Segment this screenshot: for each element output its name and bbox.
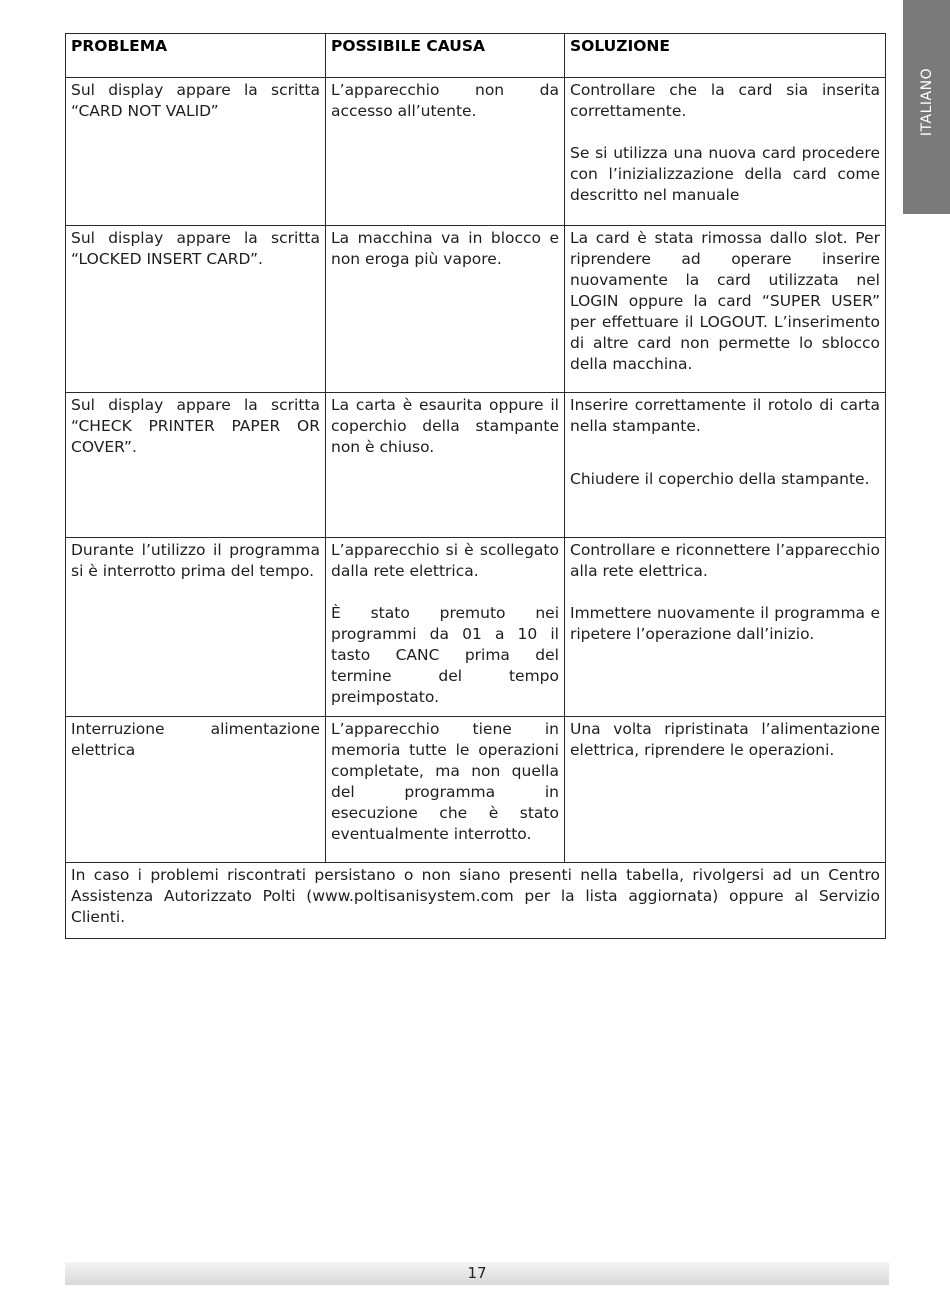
solution-cell (565, 393, 886, 538)
page-number: 17 (467, 1264, 487, 1282)
table-row (66, 226, 886, 393)
solution-cell (565, 226, 886, 393)
problem-cell: Durante l’utilizzo il programma si è interrotto prima del tempo. (66, 538, 326, 717)
problem-cell: Sul display appare la scritta “CHECK PRINTER PAPER OR COVER”. (66, 393, 326, 538)
table-row (66, 393, 886, 538)
header-solution: SOLUZIONE (565, 34, 886, 78)
cause-text: La macchina va in blocco e non eroga più vapore. (331, 229, 559, 268)
cause-cell (326, 226, 565, 393)
header-problem: PROBLEMA (66, 34, 326, 78)
header-cause: POSSIBILE CAUSA (326, 34, 565, 78)
solution-text: Controllare che la card sia inserita correttamente. (570, 81, 880, 120)
solution-text: Inserire correttamente il rotolo di carta nella stampante. (570, 396, 880, 435)
language-tab-label: ITALIANO (918, 67, 935, 137)
footer-note: In caso i problemi riscontrati persistano o non siano presenti nella tabella, rivolgersi ad un Centro Assistenza Autorizzato Polti (www.poltisanisystem.com per la lista aggiornata) oppure al Servizio Clienti. (66, 863, 886, 939)
table-header-row (66, 34, 886, 78)
problem-cell: Sul display appare la scritta “CARD NOT VALID” (66, 78, 326, 226)
solution-text: Immettere nuovamente il programma e ripetere l’operazione dall’inizio. (570, 604, 880, 643)
troubleshooting-table (65, 33, 886, 939)
problem-cell: Interruzione alimentazione elettrica (66, 717, 326, 863)
table-row (66, 717, 886, 863)
table-footer-row (66, 863, 886, 939)
table-row (66, 538, 886, 717)
solution-text: Una volta ripristinata l’alimentazione elettrica, riprendere le operazioni. (570, 720, 880, 759)
cause-text: L’apparecchio tiene in memoria tutte le operazioni completate, ma non quella del programma in esecuzione che è stato eventualmente interrotto. (331, 720, 559, 843)
cause-cell (326, 393, 565, 538)
solution-cell (565, 538, 886, 717)
language-tab (903, 0, 950, 214)
solution-cell (565, 78, 886, 226)
cause-text: L’apparecchio si è scollegato dalla rete elettrica. (331, 541, 559, 580)
solution-text: Chiudere il coperchio della stampante. (570, 470, 870, 488)
cause-cell (326, 717, 565, 863)
solution-text: Controllare e riconnettere l’apparecchio alla rete elettrica. (570, 541, 880, 580)
problem-cell: Sul display appare la scritta “LOCKED INSERT CARD”. (66, 226, 326, 393)
cause-cell (326, 78, 565, 226)
solution-text: La card è stata rimossa dallo slot. Per riprendere ad operare inserire nuovamente la card utilizzata nel LOGIN oppure la card “SUPER USER” per effettuare il LOGOUT. L’inserimento di altre card non permette lo sblocco della macchina. (570, 229, 880, 373)
solution-text: Se si utilizza una nuova card procedere con l’inizializzazione della card come descritto nel manuale (570, 144, 880, 204)
cause-cell (326, 538, 565, 717)
solution-cell (565, 717, 886, 863)
cause-text: È stato premuto nei programmi da 01 a 10 il tasto CANC prima del termine del tempo preimpostato. (331, 604, 559, 706)
cause-text: L’apparecchio non da accesso all’utente. (331, 81, 559, 120)
table-row (66, 78, 886, 226)
page-footer (65, 1262, 889, 1285)
cause-text: La carta è esaurita oppure il coperchio della stampante non è chiuso. (331, 396, 559, 456)
